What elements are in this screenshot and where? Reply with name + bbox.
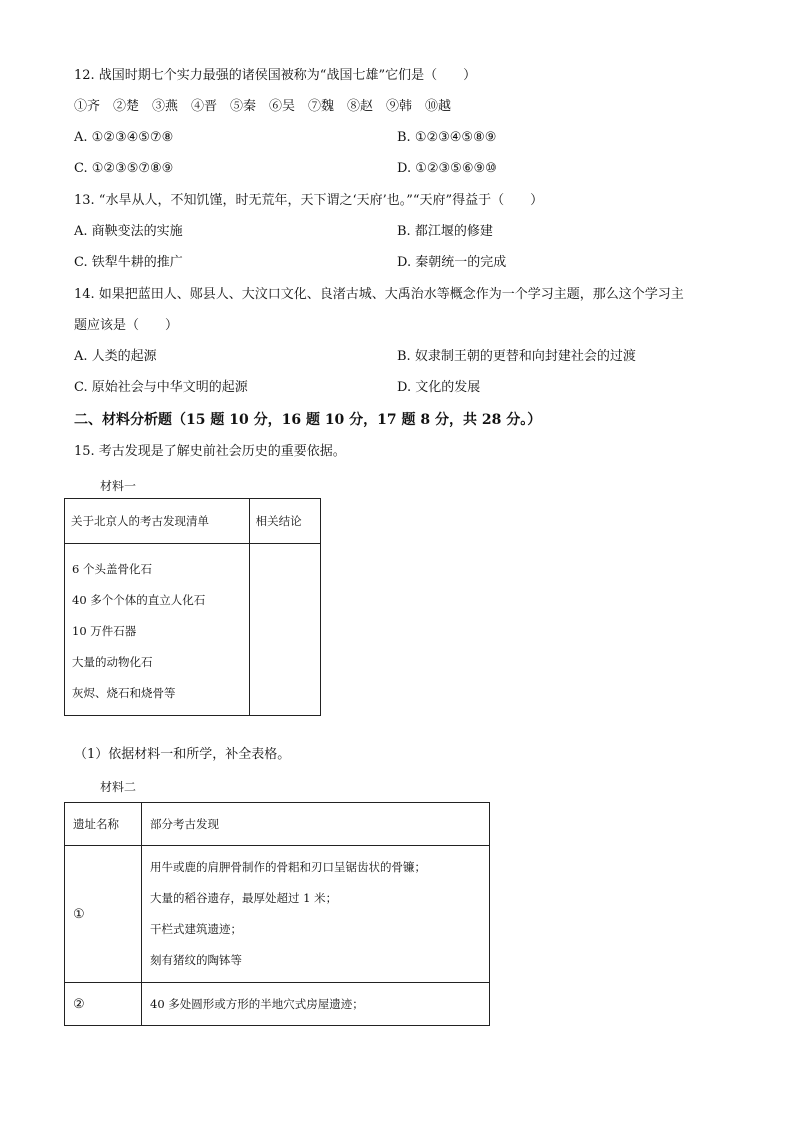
q13-stem: 13. “水旱从人，不知饥馑，时无荒年，天下谓之‘天府’也。”“天府”得益于（ ） — [74, 193, 544, 208]
q14-option-b: B. 奴隶制王朝的更替和向封建社会的过渡 — [397, 349, 636, 364]
table1-finding: 大量的动物化石 — [72, 655, 153, 669]
q14-option-d: D. 文化的发展 — [397, 380, 481, 395]
q12-option-d: D. ①②③⑤⑥⑨⑩ — [397, 161, 497, 176]
table1-finding: 灰烬、烧石和烧骨等 — [72, 686, 176, 700]
table2-finding: 大量的稻谷遗存，最厚处超过 1 米； — [150, 891, 338, 905]
table2-findings-cell — [142, 846, 490, 983]
q15-stem: 15. 考古发现是了解史前社会历史的重要依据。 — [74, 444, 346, 459]
table2-finding: 干栏式建筑遗迹； — [150, 922, 242, 936]
q12-option-a: A. ①②③④⑤⑦⑧ — [74, 130, 174, 145]
table2-finding: 用牛或鹿的肩胛骨制作的骨耜和刃口呈锯齿状的骨镰； — [150, 860, 426, 874]
material1-table — [64, 498, 321, 716]
table2-header-right: 部分考古发现 — [142, 803, 490, 846]
section-heading: 二、材料分析题（15 题 10 分，16 题 10 分，17 题 8 分，共 28 分。） — [74, 412, 542, 428]
material2-table — [64, 802, 490, 1026]
q12-stem: 12. 战国时期七个实力最强的诸侯国被称为“战国七雄”它们是（ ） — [74, 68, 477, 83]
table1-findings-cell — [65, 544, 250, 716]
q13-option-c: C. 铁犁牛耕的推广 — [74, 255, 183, 270]
q14-option-c: C. 原始社会与中华文明的起源 — [74, 380, 248, 395]
table2-header-left: 遗址名称 — [65, 803, 142, 846]
q15-sub1: （1）依据材料一和所学，补全表格。 — [74, 747, 291, 762]
table1-finding: 6 个头盖骨化石 — [72, 562, 152, 576]
q12-option-c: C. ①②③⑤⑦⑧⑨ — [74, 161, 174, 176]
material2-caption: 材料二 — [100, 780, 137, 794]
table2-finding: 刻有猪纹的陶钵等 — [150, 953, 242, 967]
q12-list: ①齐 ②楚 ③燕 ④晋 ⑤秦 ⑥吴 ⑦魏 ⑧赵 ⑨韩 ⑩越 — [74, 99, 452, 114]
table2-finding: 40 多处圆形或方形的半地穴式房屋遗迹； — [142, 983, 490, 1026]
table1-header-left: 关于北京人的考古发现清单 — [65, 499, 250, 544]
table1-finding: 10 万件石器 — [72, 624, 137, 638]
q12-option-b: B. ①②③④⑤⑧⑨ — [397, 130, 497, 145]
table1-header-right: 相关结论 — [249, 499, 320, 544]
table1-finding: 40 多个个体的直立人化石 — [72, 593, 206, 607]
q13-option-b: B. 都江堰的修建 — [397, 224, 493, 239]
q13-option-d: D. 秦朝统一的完成 — [397, 255, 507, 270]
table2-site-label: ① — [65, 846, 142, 983]
table2-site-label: ② — [65, 983, 142, 1026]
q14-stem-line2: 题应该是（ ） — [74, 318, 179, 333]
table1-conclusion-cell — [249, 544, 320, 716]
q14-stem-line1: 14. 如果把蓝田人、郧县人、大汶口文化、良渚古城、大禹治水等概念作为一个学习主题，那么这个学习主 — [74, 287, 684, 302]
q14-option-a: A. 人类的起源 — [74, 349, 157, 364]
q13-option-a: A. 商鞅变法的实施 — [74, 224, 183, 239]
material1-caption: 材料一 — [100, 479, 137, 493]
